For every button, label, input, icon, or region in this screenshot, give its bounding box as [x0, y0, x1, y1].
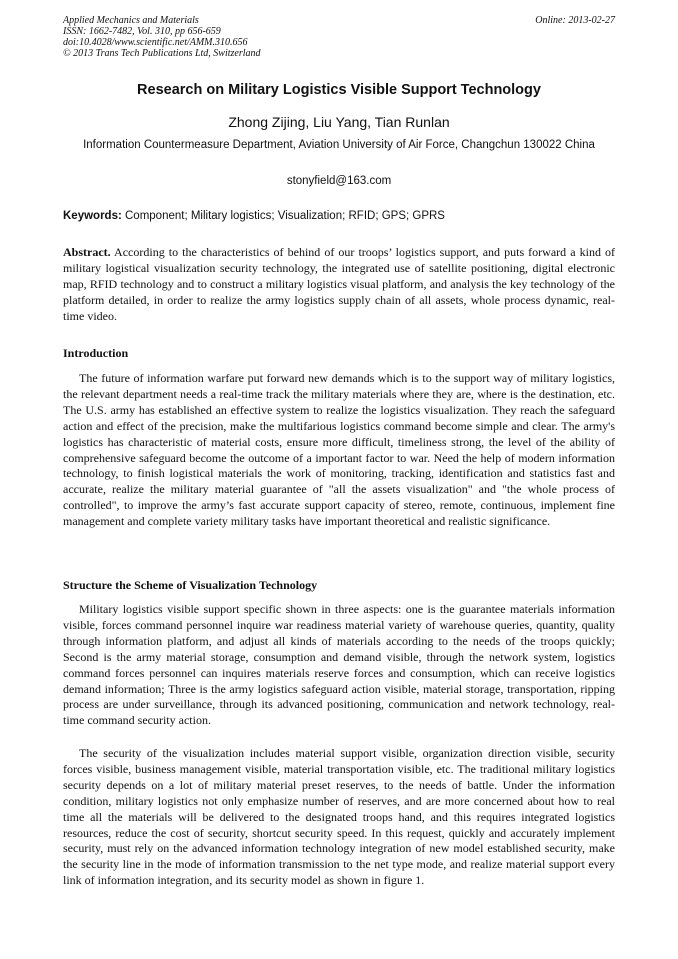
keywords-line — [63, 210, 615, 222]
section-heading-structure: Structure the Scheme of Visualization Technology — [63, 578, 318, 592]
journal-name: Applied Mechanics and Materials — [63, 15, 199, 26]
journal-doi: doi:10.4028/www.scientific.net/AMM.310.656 — [63, 37, 248, 48]
section-heading-introduction: Introduction — [63, 346, 129, 360]
online-date: Online: 2013-02-27 — [535, 15, 615, 26]
paper-title: Research on Military Logistics Visible Support Technology — [137, 82, 541, 98]
keywords-list: Component; Military logistics; Visualization; RFID; GPS; GPRS — [121, 210, 445, 222]
keywords-label: Keywords: — [63, 210, 122, 222]
abstract-paragraph — [63, 245, 615, 325]
abstract-text: According to the characteristics of behind of our troops’ logistics support, and puts forward a kind of military logistical visualization security technology, the integrated use of satellite positioning, digital electronic map, RFID technology and to construct a military logistics visual platform, and analysis the key technology of the platform detailed, in order to realize the army logistics supply chain of all assets, whole process dynamic, real-time video. — [63, 245, 615, 323]
abstract-label: Abstract. — [63, 245, 111, 259]
author-email: stonyfield@163.com — [286, 175, 392, 187]
paper-authors: Zhong Zijing, Liu Yang, Tian Runlan — [228, 114, 450, 130]
journal-copyright: © 2013 Trans Tech Publications Ltd, Switzerland — [63, 48, 261, 59]
journal-header — [63, 15, 261, 59]
structure-paragraph-1: Military logistics visible support specific shown in three aspects: one is the guarantee materials information visible, forces command personnel inquire war readiness material variety of warehouse queries, quantity, quality through information platform, and adjust all kinds of materials according to the needs of the troops quickly; Second is the army material storage, consumption and demand visible, through the network system, logistics command forces personnel can inquires materials reserve forces and consumption, which can receive logistics demand information; Three is the army logistics safeguard action visible, material storage, transportation, ripping process are under surveillance, through its advanced positioning, communication and network technology, real-time command security action. — [63, 602, 615, 728]
author-affiliation: Information Countermeasure Department, Aviation University of Air Force, Changchun 130022 China — [83, 139, 595, 151]
structure-paragraph-2: The security of the visualization includes material support visible, organization direction visible, security forces visible, business management visible, material transportation visible, etc. The traditional military logistics security depends on a lot of military material preset reserves, to the needs of battle. Under the information condition, military logistics not only emphasize number of reserves, and are more concerned about how to real time all the materials will be delivered to the designated troops hand, and this requires integrated logistics resources, reduce the cost of security, shortcut security speed. In this request, quickly and accurately implement security, must rely on the advanced information technology integration of new model established security, make the security line in the mode of information transmission to the net type mode, and realize material support every link of information integration, and its security model as shown in figure 1. — [63, 746, 615, 888]
introduction-paragraph: The future of information warfare put forward new demands which is to the support way of military logistics, the relevant department needs a real-time track the military materials where they are, where is the destination, etc. The U.S. army has established an effective system to realize the logistics visualization. They reach the safeguard action and effect of the precision, make the multifarious logistics command become simple and clear. The army's logistics has characteristic of material costs, ensure more difficult, timeliness strong, the level of the ability of comprehensive safeguard become the outcome of a important factor to war. Need the help of modern information technology, to finish logistical materials the work of monitoring, tracking, identification and statistics fast and accurate, realize the military material guarantee of "all the assets visualization" and "the whole process of controlled", to improve the army’s fast accurate support capacity of stereo, remote, continuous, implement fine management and complete variety military tasks have important theoretical and realistic significance. — [63, 371, 615, 529]
journal-issn: ISSN: 1662-7482, Vol. 310, pp 656-659 — [63, 26, 221, 37]
